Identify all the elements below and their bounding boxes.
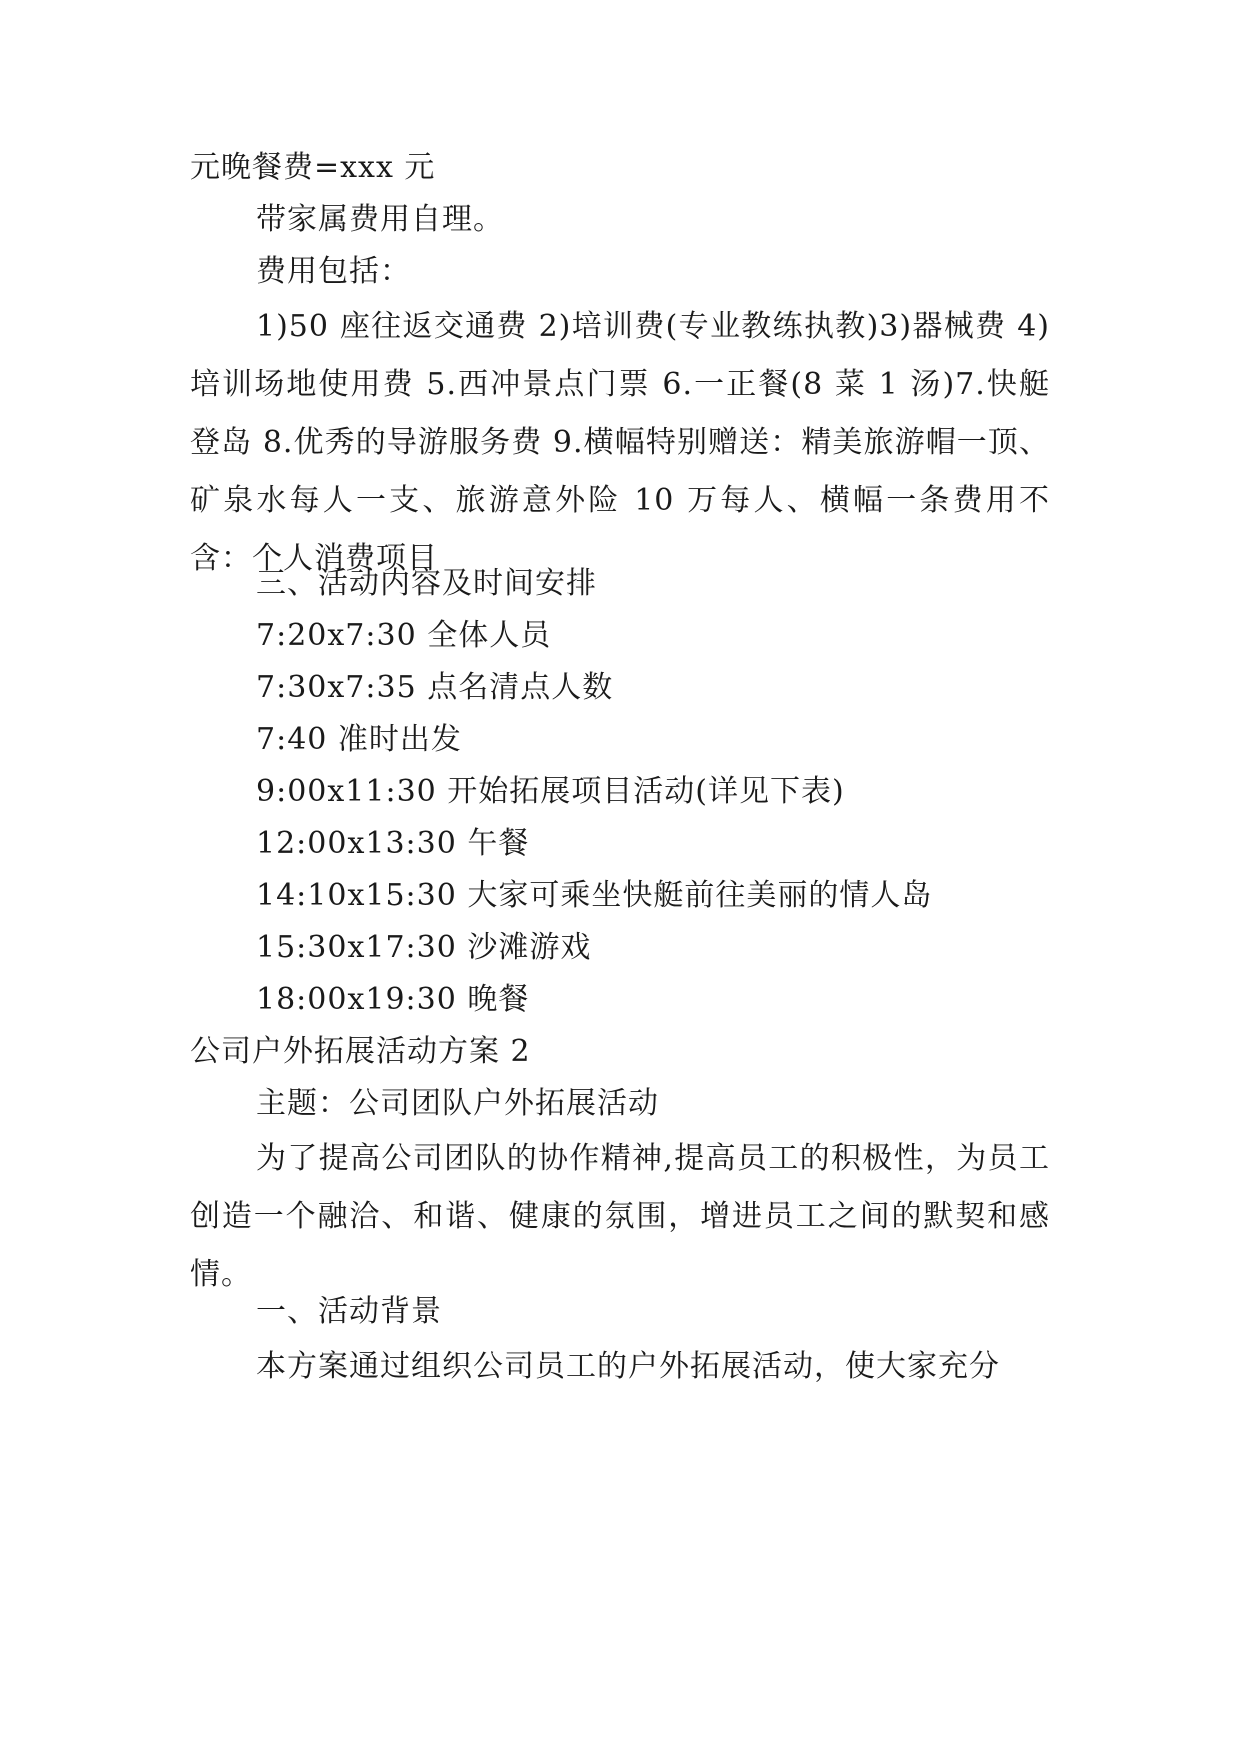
text-line: 带家属费用自理。 [256,202,504,237]
schedule-item: 18:00x19:30 晚餐 [256,982,530,1017]
schedule-item: 14:10x15:30 大家可乘坐快艇前往美丽的情人岛 [256,878,933,913]
text-line: 元晚餐费=xxx 元 [190,150,436,185]
theme-line: 主题：公司团队户外拓展活动 [256,1086,659,1121]
cost-details-paragraph: 1)50 座往返交通费 2)培训费(专业教练执教)3)器械费 4)培训场地使用费 5.西冲景点门票 6.一正餐(8 菜 1 汤)7.快艇登岛 8.优秀的导游服务费 9.横幅特别赠送：精美旅游帽一顶、矿泉水每人一支、旅游意外险 10 万每人、横幅一条费用不含：个人消费项目 [190,309,1050,576]
text-line: 费用包括： [256,254,411,289]
schedule-item: 7:20x7:30 全体人员 [256,618,552,653]
schedule-item: 7:40 准时出发 [256,722,462,757]
schedule-item: 15:30x17:30 沙滩游戏 [256,930,592,965]
purpose-paragraph: 为了提高公司团队的协作精神,提高员工的积极性，为员工创造一个融洽、和谐、健康的氛围，增进员工之间的默契和感情。 [190,1141,1050,1292]
schedule-item: 12:00x13:30 午餐 [256,826,530,861]
schedule-item: 9:00x11:30 开始拓展项目活动(详见下表) [256,774,845,809]
section-heading: 一、活动背景 [256,1294,442,1329]
section-heading: 三、活动内容及时间安排 [256,566,597,601]
schedule-item: 7:30x7:35 点名清点人数 [256,670,614,705]
plan-title: 公司户外拓展活动方案 2 [190,1034,531,1069]
background-paragraph: 本方案通过组织公司员工的户外拓展活动，使大家充分 [256,1349,1000,1384]
